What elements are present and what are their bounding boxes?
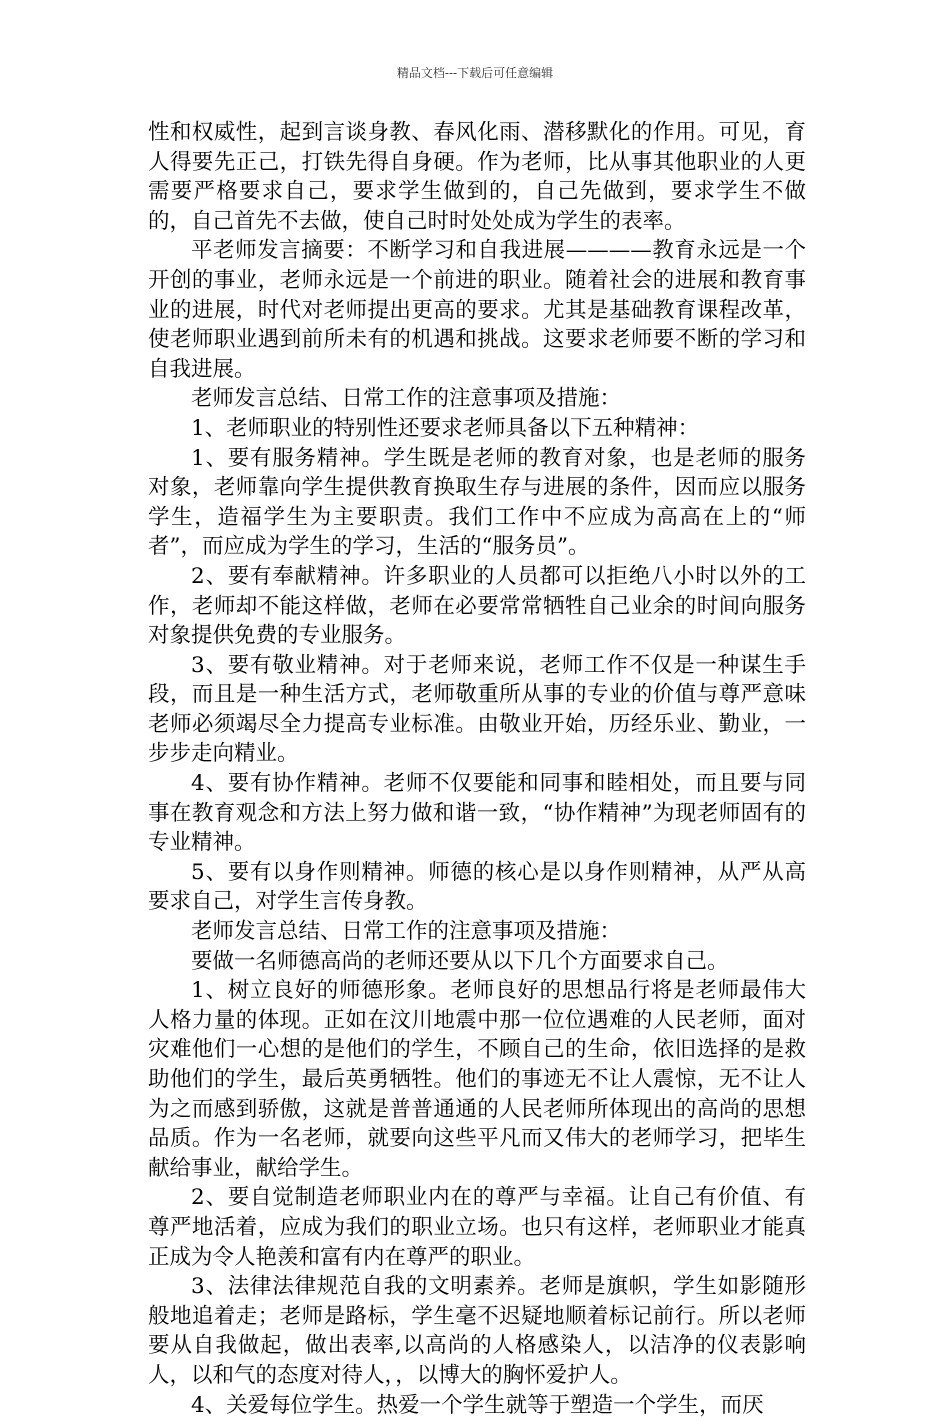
paragraph: 老师发言总结、日常工作的注意事项及措施： xyxy=(191,386,622,412)
paragraph: 5、要有以身作则精神。师德的核心是以身作则精神，从严从高要求自己，对学生言传身教。 xyxy=(148,859,806,915)
paragraph: 2、要有奉献精神。许多职业的人员都可以拒绝八小时以外的工作，老师却不能这样做，老师在必要常常牺牲自己业余的时间向服务对象提供免费的专业服务。 xyxy=(148,563,806,649)
paragraph: 平老师发言摘要：不断学习和自我进展————教育永远是一个开创的事业，老师永远是一个前进的职业。随着社会的进展和教育事业的进展，时代对老师提出更高的要求。尤其是基础教育课程改革，使老师职业遇到前所未有的机遇和挑战。这要求老师要不断的学习和自我进展。 xyxy=(148,238,806,382)
paragraph: 2、要自觉制造老师职业内在的尊严与幸福。让自己有价值、有尊严地活着，应成为我们的职业立场。也只有这样，老师职业才能真正成为令人艳羡和富有内在尊严的职业。 xyxy=(148,1185,806,1270)
paragraph: 1、要有服务精神。学生既是老师的教育对象，也是老师的服务对象，老师靠向学生提供教育换取生存与进展的条件，因而应以服务学生，造福学生为主要职责。我们工作中不应成为高高在上的“师者”，而应成为学生的学习，生活的“服务员”。 xyxy=(148,445,806,560)
paragraph: 3、法律法律规范自我的文明素养。老师是旗帜，学生如影随形般地追着走；老师是路标，学生毫不迟疑地顺着标记前行。所以老师要从自我做起，做出表率,以高尚的人格感染人，以洁净的仪表影响人，以和气的态度对待人，，以博大的胸怀爱护人。 xyxy=(148,1274,806,1388)
paragraph: 4、要有协作精神。老师不仅要能和同事和睦相处，而且要与同事在教育观念和方法上努力做和谐一致，“协作精神”为现老师固有的专业精神。 xyxy=(148,771,806,856)
paragraph: 老师发言总结、日常工作的注意事项及措施： xyxy=(191,919,622,945)
paragraph: 4、关爱每位学生。热爱一个学生就等于塑造一个学生，而厌 xyxy=(191,1392,764,1418)
paragraph: 1、老师职业的特别性还要求老师具备以下五种精神： xyxy=(191,415,700,441)
page-header: 精品文档---下载后可任意编辑 xyxy=(396,66,554,80)
paragraph: 1、树立良好的师德形象。老师良好的思想品行将是老师最伟大人格力量的体现。正如在汶川地震中那一位位遇难的人民老师，面对灾难他们一心想的是他们的学生，不顾自己的生命，依旧选择的是救助他们的学生，最后英勇牺牲。他们的事迹无不让人震惊，无不让人为之而感到骄傲，这就是普普通通的人民老师所体现出的高尚的思想品质。作为一名老师，就要向这些平凡而又伟大的老师学习，把毕生献给事业，献给学生。 xyxy=(148,978,806,1181)
paragraph: 性和权威性，起到言谈身教、春风化雨、潜移默化的作用。可见，育人得要先正己，打铁先得自身硬。作为老师，比从事其他职业的人更需要严格要求自己，要求学生做到的，自己先做到，要求学生不做的，自己首先不去做，使自己时时处处成为学生的表率。 xyxy=(148,120,806,234)
document-body xyxy=(148,118,806,1420)
paragraph: 要做一名师德高尚的老师还要从以下几个方面要求自己。 xyxy=(191,948,729,974)
paragraph: 3、要有敬业精神。对于老师来说，老师工作不仅是一种谋生手段，而且是一种生活方式，老师敬重所从事的专业的价值与尊严意味老师必须竭尽全力提高专业标准。由敬业开始，历经乐业、勤业，一步步走向精业。 xyxy=(148,652,806,767)
